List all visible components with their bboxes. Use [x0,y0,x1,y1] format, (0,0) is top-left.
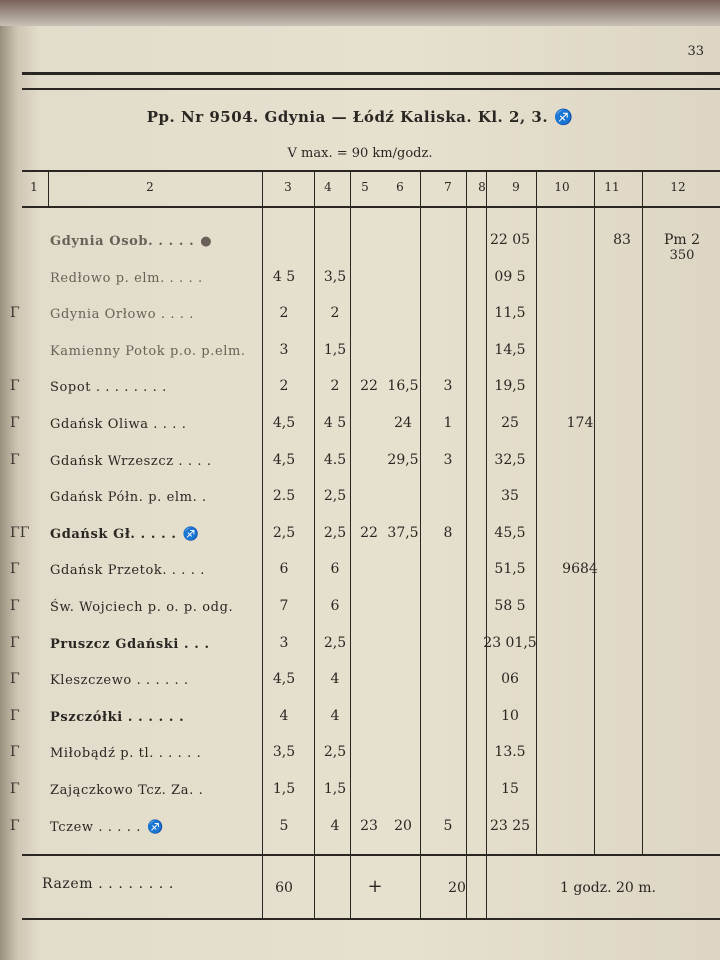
cell-c3: 2,5 [272,524,296,541]
row-marker-icon: Γ [10,451,20,468]
cell-c89: 23 01,5 [483,634,537,651]
train-symbol-icon: ♐ [554,108,574,126]
cell-c11: 83 [613,232,631,248]
cell-c4: 3,5 [323,268,347,285]
cell-c4: 4 [330,671,340,688]
station-name: Kleszczewo . . . . . . [50,673,189,689]
totals-time: 1 godz. 20 m. [560,880,656,896]
cell-c89: 58 5 [494,598,526,614]
row-marker-icon: Γ [10,781,20,797]
column-divider [314,172,315,920]
header-rule-bottom [22,206,720,208]
cell-c4: 4 5 [323,415,347,431]
train-symbol-icon: ♐ [182,526,200,542]
totals-rule-bottom [22,918,720,920]
row-marker-icon: Γ [10,561,20,578]
column-header-2: 2 [146,180,154,194]
cell-c3: 7 [279,598,289,614]
column-header-3: 3 [284,180,292,194]
cell-c3: 3 [279,341,289,358]
cell-c12-sub: 350 [669,248,695,263]
cell-c5: 23 [360,817,378,834]
top-rule [22,72,720,75]
cell-c3: 3,5 [272,744,296,761]
cell-c3: 3 [279,634,289,651]
cell-c89: 15 [501,781,519,797]
cell-c7: 1 [443,415,453,431]
station-name: Miłobądź p. tl. . . . . . [50,746,202,762]
column-divider [466,172,467,920]
cell-c4: 4 [330,817,340,834]
cell-c89: 19,5 [494,378,526,395]
background-cloth [0,0,720,26]
cell-c89: 51,5 [494,561,526,578]
totals-col7: 20 [448,880,466,896]
row-marker-icon: Γ [10,817,20,834]
station-name: Redłowo p. elm. . . . . [50,270,203,286]
cell-c7: 3 [443,451,453,468]
cell-c3: 6 [279,561,289,578]
row-marker-icon: Γ [10,415,20,431]
cell-c10: 9684 [562,561,598,578]
cell-c3: 1,5 [272,781,296,797]
cell-c3: 5 [279,817,289,834]
column-header-1: 1 [30,180,38,194]
cell-c5: 22 [360,378,378,395]
column-divider [48,172,49,206]
cell-c7: 8 [443,524,453,541]
row-marker-icon: ΓΓ [10,524,30,541]
column-header-9: 9 [512,180,520,194]
cell-c4: 1,5 [323,341,347,358]
top-rule-thin [22,88,720,90]
cell-c89: 22 05 [489,232,531,248]
train-symbol-icon: ♐ [146,819,164,835]
column-header-6: 6 [396,180,404,194]
station-name: Gdynia Orłowo . . . . [50,307,194,323]
cell-c4: 4 [330,707,340,724]
cell-c6: 16,5 [387,378,419,395]
totals-rule-top [22,854,720,856]
cell-c89: 13.5 [494,744,526,761]
column-header-10: 10 [554,180,570,194]
column-divider [262,172,263,920]
cell-c6: 24 [394,415,412,431]
row-marker-icon: Γ [10,305,20,322]
row-marker-icon: Γ [10,671,20,688]
row-marker-icon: Γ [10,598,20,614]
station-name: Kamienny Potok p.o. p.elm. [50,343,246,359]
cell-c4: 2,5 [323,488,347,505]
station-name: Gdańsk Przetok. . . . . [50,563,205,579]
cell-c89: 32,5 [494,451,526,468]
cell-c89: 10 [501,707,519,724]
cell-c4: 2,5 [323,524,347,541]
column-header-11: 11 [604,180,620,194]
cell-c89: 45,5 [494,524,526,541]
row-marker-icon: Γ [10,634,20,651]
timetable-title: Pp. Nr 9504. Gdynia — Łódź Kaliska. Kl. 2, 3. ♐ [146,108,574,126]
cell-c89: 35 [501,488,519,505]
page-number: 33 [687,44,704,59]
cell-c4: 2,5 [323,634,347,651]
cell-c89: 14,5 [494,341,526,358]
station-name: Gdańsk Oliwa . . . . [50,417,187,432]
totals-plus: + [367,876,383,897]
cell-c3: 4,5 [272,671,296,688]
row-marker-icon: Γ [10,707,20,724]
station-name: Tczew . . . . . ♐ [50,819,164,835]
column-header-12: 12 [670,180,686,194]
row-marker-icon: Γ [10,378,20,395]
cell-c12: Pm 2 [663,232,701,248]
cell-c89: 09 5 [494,268,526,285]
totals-col3: 60 [275,880,293,896]
column-header-7: 7 [444,180,452,194]
cell-c3: 4 [279,707,289,724]
column-divider [420,172,421,920]
cell-c89: 06 [501,671,519,688]
cell-c4: 4.5 [323,451,347,468]
column-header-5: 5 [361,180,369,194]
cell-c4: 6 [330,598,340,614]
cell-c89: 25 [501,415,519,431]
cell-c10: 174 [566,415,594,431]
cell-c5: 22 [360,524,378,541]
cell-c6: 37,5 [387,524,419,541]
cell-c3: 4,5 [272,451,296,468]
cell-c7: 5 [443,817,453,834]
cell-c4: 2 [330,305,340,322]
column-header-4: 4 [324,180,332,194]
max-speed-note: V max. = 90 km/godz. [287,146,433,161]
cell-c4: 2,5 [323,744,347,761]
row-marker-icon: Γ [10,744,20,761]
cell-c3: 2.5 [272,488,296,505]
cell-c3: 4 5 [272,268,296,285]
cell-c3: 2 [279,378,289,395]
cell-c6: 29,5 [387,451,419,468]
cell-c4: 6 [330,561,340,578]
cell-c7: 3 [443,378,453,395]
station-dot-icon: ● [200,234,213,249]
cell-c4: 2 [330,378,340,395]
station-name: Pruszcz Gdański . . . [50,636,210,652]
cell-c4: 1,5 [323,781,347,797]
station-name: Gdynia Osob. . . . . ● [50,234,213,249]
station-name: Gdańsk Półn. p. elm. . [50,490,207,506]
station-name: Św. Wojciech p. o. p. odg. [50,600,234,615]
station-name: Pszczółki . . . . . . [50,709,185,725]
totals-label: Razem . . . . . . . . [42,876,174,892]
column-divider [594,172,595,856]
column-header-8: 8 [478,180,486,194]
station-name: Gdańsk Wrzeszcz . . . . [50,453,212,469]
cell-c3: 2 [279,305,289,322]
station-name: Gdańsk Gł. . . . . ♐ [50,526,200,542]
cell-c6: 20 [394,817,412,834]
cell-c89: 23 25 [489,817,531,834]
cell-c89: 11,5 [494,305,526,322]
column-divider [642,172,643,856]
cell-c3: 4,5 [272,415,296,431]
station-name: Zajączkowo Tcz. Za. . [50,783,204,798]
station-name: Sopot . . . . . . . . [50,380,167,396]
header-rule-top [22,170,720,172]
